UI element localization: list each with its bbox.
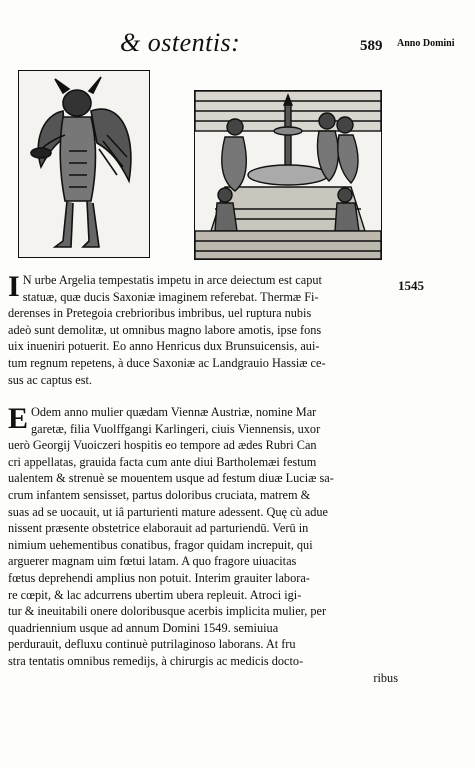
text-line: suas ad se uocauit, ut iâ parturienti mature adessent. Quę cù adue [8,504,328,519]
text-line: stra tentatis omnibus remedijs, à chirurgis ac medicis docto- [8,653,304,668]
text-line: Odem anno mulier quædam Viennæ Austriæ, nomine Mar [31,405,317,419]
text-line: statuæ, quæ ducis Saxoniæ imaginem referebat. Thermæ Fi- [22,289,319,304]
monster-illustration [19,71,149,257]
woodcut-monster [18,70,150,258]
text-line: nimium uehementibus conatibus, fragor quidam increpuit, qui [8,537,313,552]
text-line: tum regnum repetens, à duce Saxoniæ ac Landgrauio Hassiæ ce- [8,355,326,370]
text-line: derenses in Pretegoia crebrioribus imbribus, uel ruptura nubis [8,306,312,321]
margin-year: 1545 [398,278,424,293]
text-line: quadriennium usque ad annum Domini 1549. semiuiua [8,620,279,635]
dropcap: I [8,270,20,303]
dropcap: E [8,402,29,435]
text-line: garetæ, filia Vuolffgangi Karlingeri, ciuis Viennensis, uxor [31,421,321,436]
text-line: nissent præsente obstetrice elaborauit ad parturiendū. Verū in [8,521,309,536]
fountain-illustration [195,91,381,259]
text-line: arguerer magnam uim fœtui latam. A quo fragore uiuacitas [8,554,297,569]
running-head: & ostentis: [120,28,241,57]
text-line: adeò sunt demolitæ, ut omnibus magno labore amotis, ipse fons [8,322,322,337]
page-number: 589 [360,38,383,54]
text-line: fœtus deprehendi amplius non potuit. Interim grauiter labora- [8,570,310,585]
paragraph-1 [8,272,398,388]
text-line: crum infantem sensisset, partus doloribus cruciata, matrem & [8,487,311,502]
text-line: uix inueniri potuerit. Eo anno Henricus dux Brunsuicensis, aui- [8,339,320,354]
text-line: tur & ineuitabili onere doloribusque acerbis implicita mulier, per [8,604,327,619]
text-line: perdurauit, defluxu continuè putrilaginoso laborans. At fru [8,637,296,652]
text-line: re cœpit, & lac adcurrens ubertim ubera repleuit. Atroci igi- [8,587,302,602]
paragraph-2 [8,404,398,686]
text-line: ribus [373,670,398,685]
text-line: cri appellatas, grauida facta cum ante diui Bartholemæi festum [8,454,317,469]
woodcut-fountain-baths [194,90,382,260]
text-line: N urbe Argelia tempestatis impetu in arce deiectum est caput [22,273,322,287]
text-line: uerò Georgij Vuoiczeri hospitis eo tempore ad ædes Rubri Can [8,438,317,453]
text-line: ualentem & strenuè se mouentem usque ad festum diuæ Luciæ sa- [8,471,334,486]
text-line: sus ac captus est. [8,372,93,387]
margin-anno-domini: Anno Domini [397,38,455,49]
